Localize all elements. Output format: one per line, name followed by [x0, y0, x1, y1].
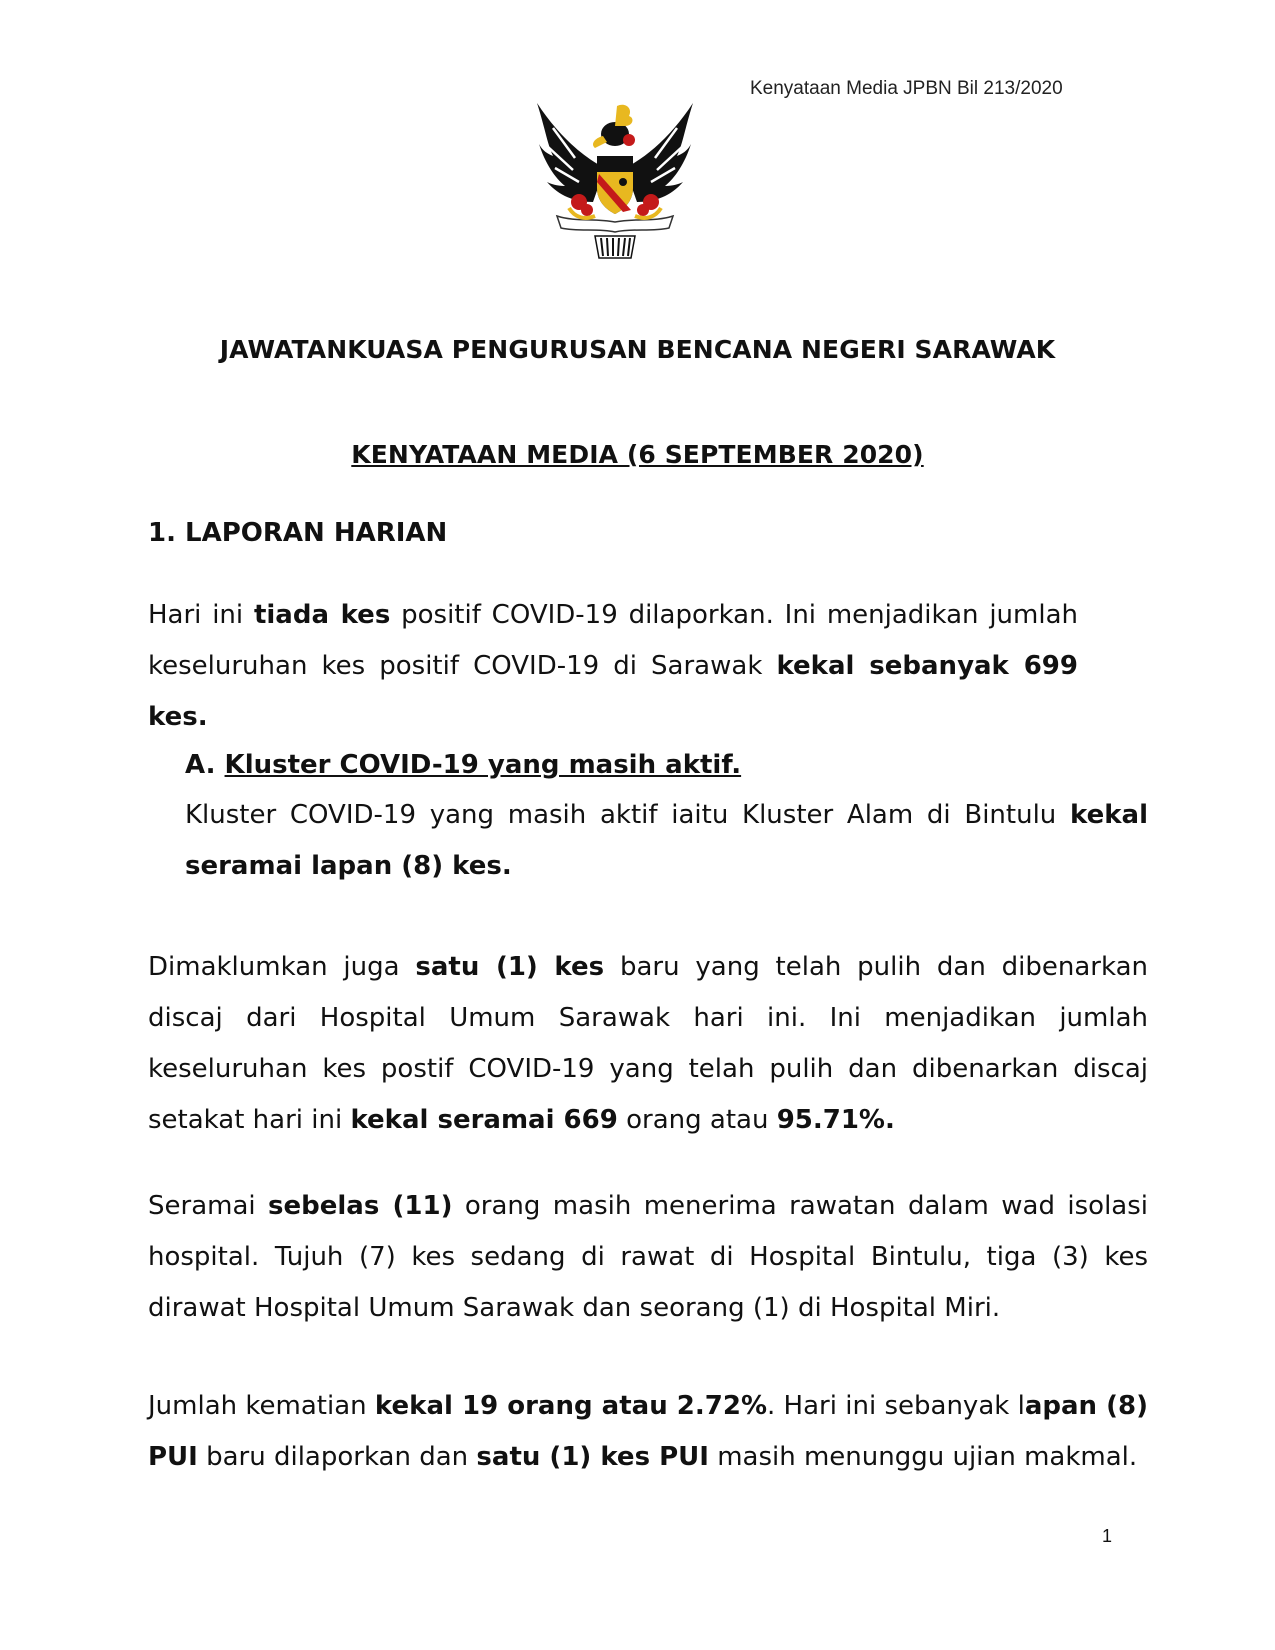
paragraph-recovered: Dimaklumkan juga satu (1) kes baru yang telah pulih dan dibenarkan discaj dari Hospital Umum Sarawak hari ini. Ini menjadikan jumlah keseluruhan kes postif COVID-19 yang telah pulih dan dibenarkan discaj setakat hari ini kekal seramai 669 orang atau 95.71%.	[148, 952, 1148, 1135]
page-number: 1	[1102, 1526, 1113, 1546]
paragraph-deaths-pui: Jumlah kematian kekal 19 orang atau 2.72%. Hari ini sebanyak lapan (8) PUI baru dilaporkan dan satu (1) kes PUI masih menunggu ujian makmal.	[148, 1391, 1148, 1472]
organisation-title: JAWATANKUASA PENGURUSAN BENCANA NEGERI SARAWAK	[219, 335, 1056, 364]
document-reference: Kenyataan Media JPBN Bil 213/2020	[750, 78, 1063, 99]
cluster-subheading: A. Kluster COVID-19 yang masih aktif.	[185, 750, 742, 780]
paragraph-hospitalised: Seramai sebelas (11) orang masih menerima rawatan dalam wad isolasi hospital. Tujuh (7) kes sedang di rawat di Hospital Bintulu, tiga (3) kes dirawat Hospital Umum Sarawak dan seorang (1) di Hospital Miri.	[148, 1191, 1148, 1323]
sarawak-coat-of-arms-icon	[535, 98, 695, 268]
paragraph-daily-cases: Hari ini tiada kes positif COVID-19 dilaporkan. Ini menjadikan jumlah keseluruhan kes positif COVID-19 di Sarawak kekal sebanyak 699 kes.	[148, 600, 1079, 732]
statement-title: KENYATAAN MEDIA (6 SEPTEMBER 2020)	[351, 440, 924, 469]
section-heading: 1. LAPORAN HARIAN	[148, 518, 448, 548]
paragraph-active-cluster: Kluster COVID-19 yang masih aktif iaitu Kluster Alam di Bintulu kekal seramai lapan (8) kes.	[185, 800, 1148, 881]
